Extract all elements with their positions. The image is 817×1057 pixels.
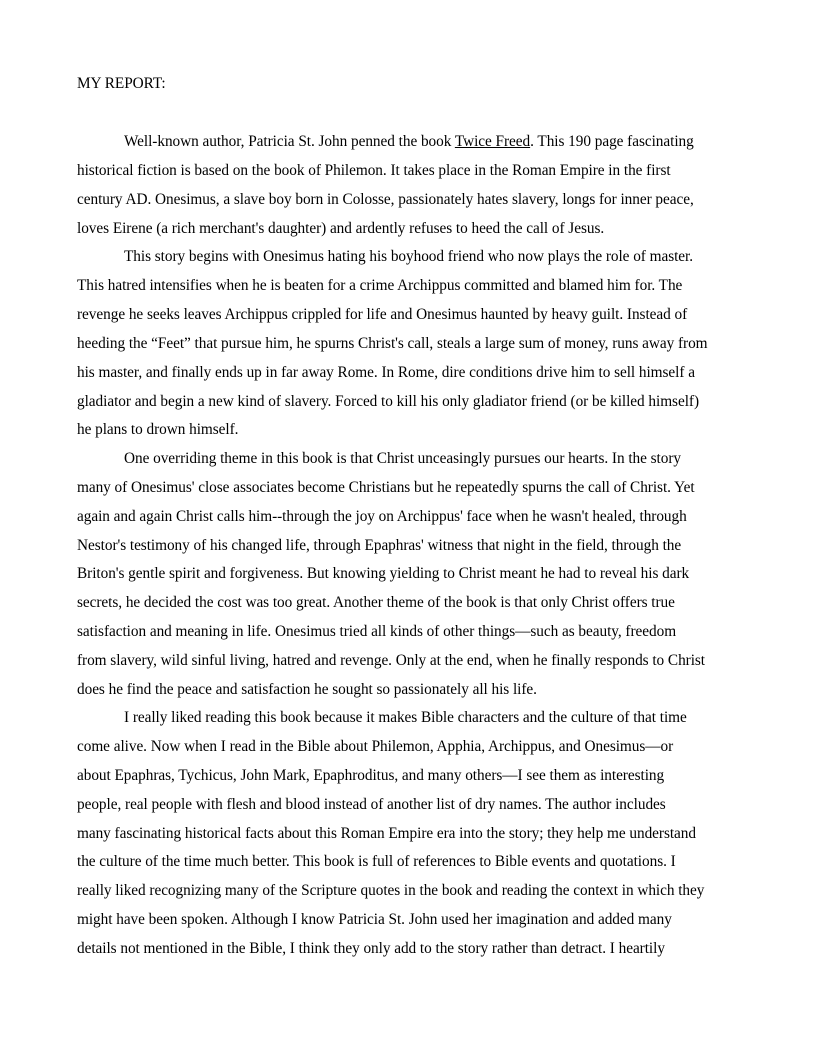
paragraph-2-line-7: he plans to drown himself. (77, 421, 239, 438)
paragraph-1-line-2: historical fiction is based on the book of Philemon. It takes place in the Roman Empire in the first (77, 162, 671, 179)
paragraph-3-line-8: from slavery, wild sinful living, hatred and revenge. Only at the end, when he finally responds to Christ (77, 652, 706, 669)
paragraph-3-line-1: One overriding theme in this book is that Christ unceasingly pursues our hearts. In the story (124, 450, 681, 467)
paragraph-4-line-2: come alive. Now when I read in the Bible about Philemon, Apphia, Archippus, and Onesimus—or (77, 738, 674, 755)
paragraph-3-line-3: again and again Christ calls him--through the joy on Archippus' face when he wasn't healed, through (77, 508, 687, 525)
paragraph-4-line-8: might have been spoken. Although I know Patricia St. John used her imagination and added many (77, 911, 672, 928)
paragraph-4-line-4: people, real people with flesh and blood instead of another list of dry names. The author includes (77, 796, 666, 813)
paragraph-1-line-1 (124, 132, 694, 152)
paragraph-2-line-6: gladiator and begin a new kind of slavery. Forced to kill his only gladiator friend (or be killed himself) (77, 393, 699, 410)
paragraph-4-line-5: many fascinating historical facts about this Roman Empire era into the story; they help me understand (77, 825, 696, 842)
paragraph-2-line-2: This hatred intensifies when he is beaten for a crime Archippus committed and blamed him for. The (77, 277, 683, 294)
paragraph-2-line-5: his master, and finally ends up in far away Rome. In Rome, dire conditions drive him to sell himself a (77, 364, 695, 381)
paragraph-2-line-4: heeding the “Feet” that pursue him, he spurns Christ's call, steals a large sum of money, runs away from (77, 335, 708, 352)
text-run: . This 190 page fascinating (530, 133, 694, 150)
paragraph-3-line-9: does he find the peace and satisfaction he sought so passionately all his life. (77, 681, 537, 698)
paragraph-2-line-1: This story begins with Onesimus hating his boyhood friend who now plays the role of master. (124, 248, 694, 265)
paragraph-1-line-3: century AD. Onesimus, a slave boy born in Colosse, passionately hates slavery, longs for inner peace, (77, 191, 694, 208)
paragraph-1-line-4: loves Eirene (a rich merchant's daughter) and ardently refuses to heed the call of Jesus. (77, 220, 605, 237)
paragraph-4-line-3: about Epaphras, Tychicus, John Mark, Epaphroditus, and many others—I see them as interesting (77, 767, 665, 784)
text-run: Well-known author, Patricia St. John penned the book (124, 133, 455, 150)
paragraph-4-line-6: the culture of the time much better. This book is full of references to Bible events and quotations. I (77, 853, 676, 870)
paragraph-3-line-6: secrets, he decided the cost was too great. Another theme of the book is that only Christ offers true (77, 594, 675, 611)
paragraph-4-line-7: really liked recognizing many of the Scripture quotes in the book and reading the context in which they (77, 882, 705, 899)
paragraph-3-line-5: Briton's gentle spirit and forgiveness. But knowing yielding to Christ meant he had to reveal his dark (77, 565, 690, 582)
paragraph-3-line-2: many of Onesimus' close associates become Christians but he repeatedly spurns the call of Christ. Yet (77, 479, 695, 496)
paragraph-3-line-4: Nestor's testimony of his changed life, through Epaphras' witness that night in the field, through the (77, 537, 682, 554)
book-title: Twice Freed (454, 133, 531, 150)
paragraph-4-line-1: I really liked reading this book because it makes Bible characters and the culture of that time (124, 709, 687, 726)
report-heading: MY REPORT: (77, 75, 166, 92)
paragraph-4-line-9: details not mentioned in the Bible, I think they only add to the story rather than detract. I heartily (77, 940, 665, 957)
paragraph-3-line-7: satisfaction and meaning in life. Onesimus tried all kinds of other things—such as beauty, freedom (77, 623, 677, 640)
paragraph-2-line-3: revenge he seeks leaves Archippus crippled for life and Onesimus haunted by heavy guilt. Instead of (77, 306, 688, 323)
